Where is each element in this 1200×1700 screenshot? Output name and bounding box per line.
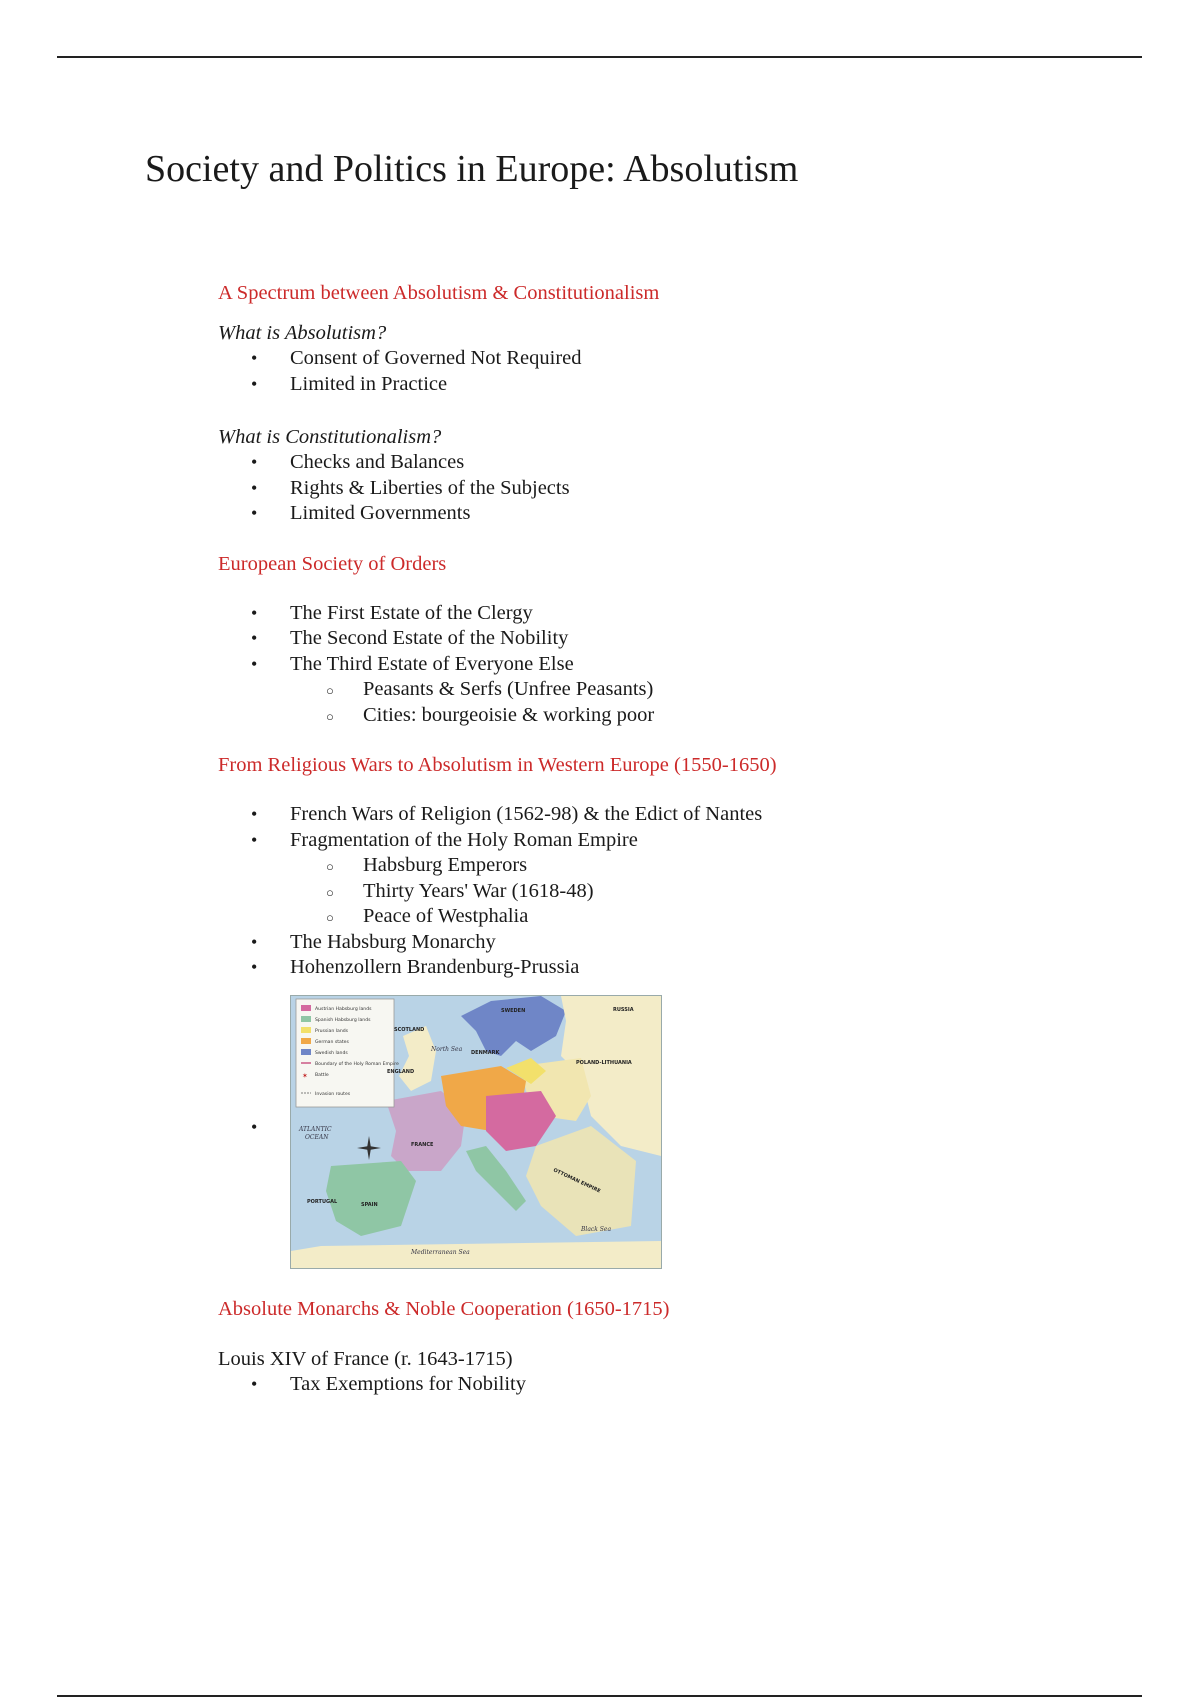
- legend-label: Prussian lands: [315, 1028, 349, 1034]
- top-rule: [57, 56, 1142, 58]
- bullet-list: [218, 601, 1118, 678]
- legend-swatch: [301, 1049, 311, 1055]
- map-label: OTTOMAN EMPIRE: [552, 1166, 602, 1195]
- list-item: • French Wars of Religion (1562-98) & the Edict of Nantes: [218, 802, 1118, 828]
- bullet-list: [218, 802, 1118, 853]
- list-item: • The Habsburg Monarchy: [218, 930, 1118, 956]
- subheading: What is Constitutionalism?: [218, 426, 442, 448]
- legend-swatch: [301, 1016, 311, 1022]
- map-label: PORTUGAL: [307, 1198, 338, 1205]
- list-item: • Checks and Balances: [218, 450, 1118, 476]
- sub-list-item: ○ Peasants & Serfs (Unfree Peasants): [218, 677, 1118, 703]
- map-label: SCOTLAND: [394, 1026, 425, 1033]
- legend-label: German states: [315, 1039, 349, 1045]
- legend-label: Austrian Habsburg lands: [315, 1006, 372, 1012]
- map-label: POLAND-LITHUANIA: [576, 1059, 632, 1066]
- europe-map: [290, 995, 662, 1269]
- list-item: • Consent of Governed Not Required: [218, 346, 1118, 372]
- legend-label: Invasion routes: [315, 1091, 351, 1097]
- legend-swatch: [301, 1005, 311, 1011]
- bullet-list: [218, 346, 1118, 397]
- sub-list: [218, 853, 1118, 930]
- list-item: • Tax Exemptions for Nobility: [218, 1372, 1118, 1398]
- section-heading: A Spectrum between Absolutism & Constitutionalism: [218, 282, 660, 304]
- section-heading: Absolute Monarchs & Noble Cooperation (1650-1715): [218, 1297, 670, 1320]
- list-item: • The Second Estate of the Nobility: [218, 626, 1118, 652]
- legend-label: Battle: [315, 1072, 329, 1078]
- sub-list-item: ○ Habsburg Emperors: [218, 853, 1118, 879]
- list-item: • Rights & Liberties of the Subjects: [218, 476, 1118, 502]
- map-label: SWEDEN: [501, 1007, 526, 1014]
- document-body: [218, 280, 1118, 1397]
- map-label: ATLANTIC: [299, 1125, 332, 1133]
- bullet-list: [218, 930, 1118, 981]
- list-item: • The Third Estate of Everyone Else: [218, 652, 1118, 678]
- bottom-rule: [57, 1695, 1142, 1697]
- legend-swatch: [301, 1038, 311, 1044]
- legend-label: Boundary of the Holy Roman Empire: [315, 1061, 399, 1067]
- legend-label: Swedish lands: [315, 1050, 348, 1056]
- section-heading: From Religious Wars to Absolutism in Western Europe (1550-1650): [218, 754, 777, 776]
- map-label: DENMARK: [471, 1049, 500, 1056]
- map-label: FRANCE: [411, 1141, 434, 1148]
- battle-icon: ✶: [302, 1071, 308, 1080]
- bullet-list: [218, 450, 1118, 527]
- list-item: • Limited Governments: [218, 501, 1118, 527]
- subheading: What is Absolutism?: [218, 322, 387, 344]
- legend-swatch: [301, 1027, 311, 1033]
- list-item: • Fragmentation of the Holy Roman Empire: [218, 828, 1118, 854]
- map-label: North Sea: [431, 1045, 463, 1053]
- section-heading: European Society of Orders: [218, 552, 447, 575]
- map-label: OCEAN: [305, 1133, 329, 1141]
- map-label: Mediterranean Sea: [411, 1248, 470, 1256]
- sub-list: [218, 677, 1118, 728]
- list-item: • Hohenzollern Brandenburg-Prussia: [218, 955, 1118, 981]
- sub-list-item: ○ Cities: bourgeoisie & working poor: [218, 703, 1118, 729]
- map-label: SPAIN: [361, 1201, 378, 1208]
- legend-label: Spanish Habsburg lands: [315, 1017, 371, 1023]
- sub-list-item: ○ Peace of Westphalia: [218, 904, 1118, 930]
- map-label: RUSSIA: [613, 1006, 634, 1013]
- bullet-list: [218, 1372, 1118, 1398]
- paragraph: Louis XIV of France (r. 1643-1715): [218, 1347, 513, 1370]
- list-item: • The First Estate of the Clergy: [218, 601, 1118, 627]
- map-label: Black Sea: [581, 1225, 612, 1233]
- list-item: • Limited in Practice: [218, 372, 1118, 398]
- document-title: Society and Politics in Europe: Absolutism: [145, 148, 799, 190]
- bullet-icon: •: [251, 1116, 258, 1137]
- map-list-item: [218, 995, 1118, 1269]
- sub-list-item: ○ Thirty Years' War (1618-48): [218, 879, 1118, 905]
- map-label: ENGLAND: [387, 1068, 415, 1075]
